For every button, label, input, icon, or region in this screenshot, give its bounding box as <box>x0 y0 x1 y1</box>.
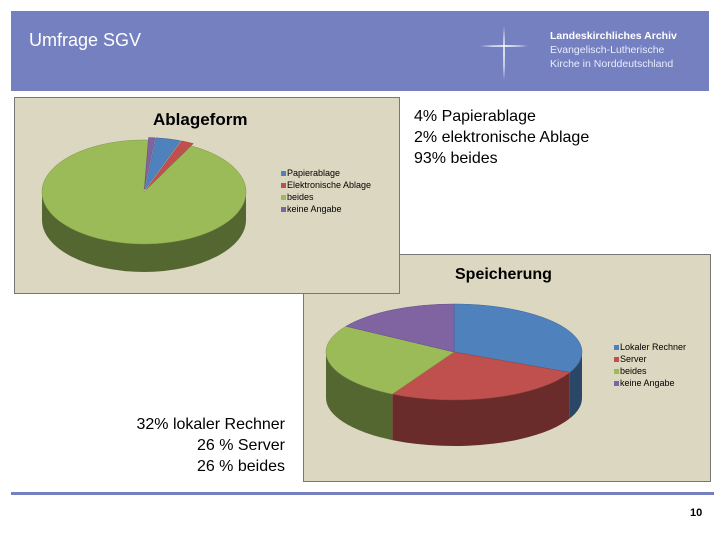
legend-label: Server <box>620 354 647 364</box>
logo-line-2: Evangelisch-Lutherische <box>550 44 665 56</box>
annotation-line: 4% Papierablage <box>414 108 536 125</box>
annotation-line: 2% elektronische Ablage <box>414 129 590 146</box>
legend-label: beides <box>287 192 314 202</box>
legend-swatch <box>281 207 286 212</box>
chart-title-ablageform: Ablageform <box>153 110 248 129</box>
legend-item-beides <box>281 191 371 203</box>
legend-swatch <box>614 357 619 362</box>
annotation-ablageform <box>414 106 589 169</box>
page-number: 10 <box>690 507 703 519</box>
pie-slice-beides <box>42 140 246 244</box>
legend-item-elektronische-ablage <box>281 179 371 191</box>
legend-label: Elektronische Ablage <box>287 180 372 190</box>
legend-item-beides <box>614 365 686 377</box>
legend-swatch <box>614 381 619 386</box>
legend-item-keine-angabe <box>614 377 686 389</box>
annotation-line: 26 % Server <box>196 437 285 454</box>
annotation-line: 93% beides <box>414 150 498 167</box>
legend-label: keine Angabe <box>287 204 342 214</box>
legend-label: keine Angabe <box>620 378 675 388</box>
legend-swatch <box>281 195 286 200</box>
logo-line-1: Landeskirchliches Archiv <box>550 30 677 42</box>
slide-title: Umfrage SGV <box>29 30 142 50</box>
legend-swatch <box>281 171 286 176</box>
legend-item-lokaler-rechner <box>614 341 686 353</box>
logo-text <box>550 29 677 71</box>
legend-label: Lokaler Rechner <box>620 342 687 352</box>
legend-swatch <box>281 183 286 188</box>
legend-label: Papierablage <box>287 168 341 178</box>
cross-logo-icon <box>478 24 530 82</box>
legend-item-papierablage <box>281 167 371 179</box>
pie-chart-speicherung <box>320 296 600 466</box>
legend-swatch <box>614 345 619 350</box>
legend-swatch <box>614 369 619 374</box>
annotation-line: 32% lokaler Rechner <box>136 416 285 433</box>
annotation-speicherung <box>110 414 285 477</box>
legend-item-server <box>614 353 686 365</box>
pie-chart-ablageform <box>30 136 260 276</box>
legend-label: beides <box>620 366 647 376</box>
legend-item-keine-angabe <box>281 203 371 215</box>
annotation-line: 26 % beides <box>196 458 285 475</box>
legend-speicherung <box>614 341 686 389</box>
chart-title-speicherung: Speicherung <box>455 266 552 283</box>
logo-line-3: Kirche in Norddeutschland <box>550 58 674 70</box>
footer-divider <box>11 492 714 495</box>
legend-ablageform <box>281 167 371 215</box>
